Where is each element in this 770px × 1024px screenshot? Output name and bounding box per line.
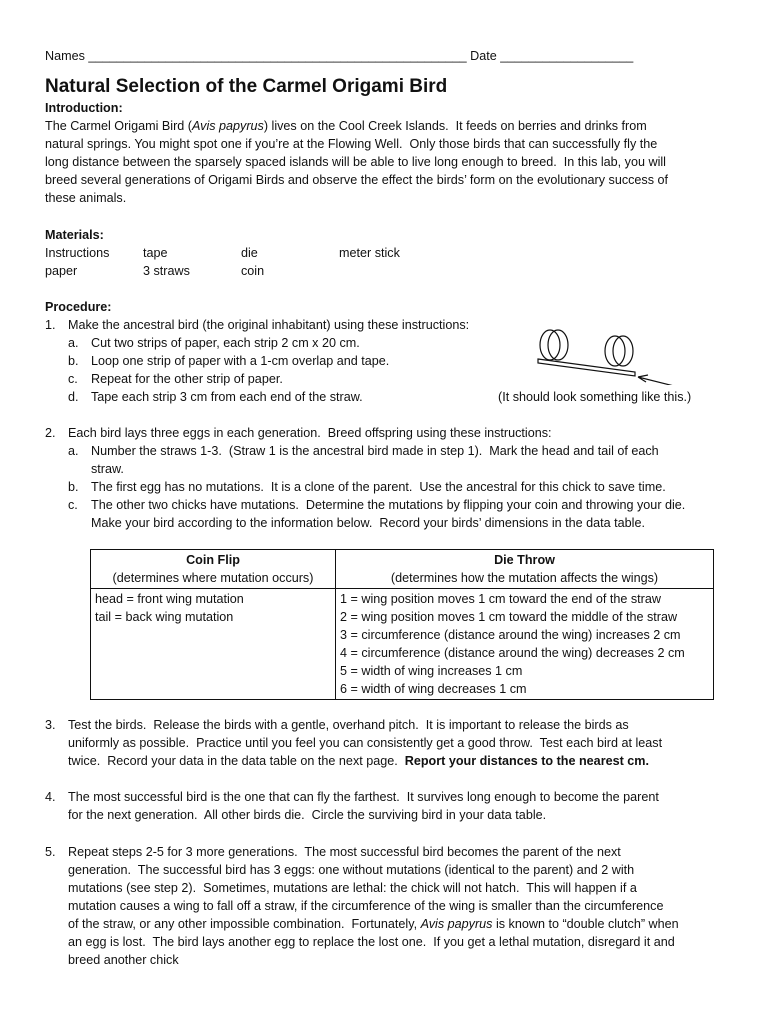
names-label: Names [45,49,85,63]
text-line [45,861,679,879]
materials-heading: Materials: [45,228,104,242]
text-segment: straw. [91,462,124,476]
text-segment: these animals. [45,191,127,205]
substep-letter: a. [68,444,79,458]
text-segment: Number the straws 1-3. (Straw 1 is the ancestral bird made in step 1). Mark the head and tail of each [91,444,659,458]
text-line [45,933,679,951]
text-line [45,879,679,897]
die-outcome: 5 = width of wing increases 1 cm [340,664,523,678]
step-number: 5. [45,845,56,859]
illustration-caption: (It should look something like this.) [498,390,692,404]
names-field[interactable] [45,47,633,65]
materials-list [45,244,400,280]
names-blank[interactable]: ______________________________________________________ [88,49,467,63]
substep-letter: b. [68,354,79,368]
mutation-table [90,549,714,700]
substep [45,496,745,514]
text-segment: breed another chick [68,953,179,967]
straw-shape [538,359,635,376]
materials-row [45,244,400,262]
materials-section [45,226,400,280]
text-segment: breed several generations of Origami Birds and observe the effect the birds’ form on the evolutionary success of [45,173,669,187]
text-line [45,843,679,861]
die-outcome: 3 = circumference (distance around the wing) increases 2 cm [340,628,681,642]
text-line [45,897,679,915]
introduction-text [45,117,668,207]
substep [45,442,745,460]
step-number: 1. [45,318,56,332]
date-label: Date [470,49,497,63]
page-title: Natural Selection of the Carmel Origami Bird [45,76,448,97]
text-segment: The Carmel Origami Bird ( [45,119,192,133]
materials-item: tape [143,246,168,260]
text-segment: mutations (see step 2). Sometimes, mutations are lethal: the chick will not hatch. This will happen if a [68,881,637,895]
materials-item: Instructions [45,246,110,260]
substep-letter: a. [68,336,79,350]
text-line [45,915,679,933]
text-line [45,117,668,135]
step-5 [45,843,679,969]
text-line [45,806,659,824]
text-segment: Test the birds. Release the birds with a gentle, overhand pitch. It is important to release the birds as [68,718,629,732]
text-line [45,951,679,969]
text-segment: is known to “double clutch” when [492,917,679,931]
coin-flip-header: Coin Flip (determines where mutation occurs) [91,550,336,589]
text-line [45,189,668,207]
text-segment: ) lives on the Cool Creek Islands. It feeds on berries and drinks from [263,119,647,133]
die-throw-header: Die Throw (determines how the mutation affects the wings) [336,550,714,589]
text-segment: natural springs. You might spot one if you’re at the Flowing Well. Only those birds that can successfully fly the [45,137,658,151]
step-3 [45,716,662,770]
italic-text: Avis papyrus [191,119,264,133]
coin-outcome: tail = back wing mutation [95,610,234,624]
text-segment: long distance between the sparsely spaced islands will be able to live long enough to breed. In this lab, you will [45,155,666,169]
step-4 [45,788,659,824]
text-segment: twice. Record your data in the data table on the next page. [68,754,405,768]
step-text: Each bird lays three eggs in each generation. Breed offspring using these instructions: [68,426,552,440]
substep-text: Cut two strips of paper, each strip 2 cm x 20 cm. [91,336,360,350]
die-outcome: 6 = width of wing decreases 1 cm [340,682,527,696]
wing-loop-back [605,336,625,366]
substep [45,514,745,532]
step-number: 4. [45,790,56,804]
substep [45,460,745,478]
substep-letter: c. [68,372,78,386]
die-outcome: 4 = circumference (distance around the wing) decreases 2 cm [340,646,685,660]
substep-text: Tape each strip 3 cm from each end of the straw. [91,390,363,404]
substep-letter: d. [68,390,79,404]
text-segment: an egg is lost. The bird lays another egg to replace the lost one. If you get a lethal mutation, disregard it and [68,935,675,949]
text-segment: mutation causes a wing to fall off a straw, if the circumference of the wing is smaller than the circumference [68,899,664,913]
materials-row [45,262,265,280]
text-line [45,153,668,171]
materials-item: coin [241,264,265,278]
procedure-heading: Procedure: [45,300,112,314]
step-2-substeps [45,442,745,532]
introduction-heading: Introduction: [45,101,123,115]
die-outcome: 2 = wing position moves 1 cm toward the middle of the straw [340,610,678,624]
step-number: 3. [45,718,56,732]
text-line [45,752,662,770]
step-2 [45,424,745,532]
materials-item: paper [45,264,78,278]
materials-item: meter stick [339,246,400,260]
wing-loop-front [540,330,560,360]
substep-text: Repeat for the other strip of paper. [91,372,283,386]
text-segment: Repeat steps 2-5 for 3 more generations. The most successful bird becomes the parent of the next [68,845,621,859]
substep-letter: b. [68,480,79,494]
coin-outcome: head = front wing mutation [95,592,244,606]
date-blank[interactable]: ___________________ [500,49,634,63]
text-line [45,135,668,153]
origami-bird-illustration [530,325,690,385]
text-line [45,734,662,752]
italic-text: Avis papyrus [420,917,493,931]
text-segment: uniformly as possible. Practice until you feel you can consistently get a good throw. Test each bird at least [68,736,663,750]
materials-item: 3 straws [143,264,190,278]
coin-flip-outcomes [91,589,336,700]
introduction-section [45,99,668,207]
substep-letter: c. [68,498,78,512]
text-line [45,171,668,189]
step-number: 2. [45,426,56,440]
text-segment: The most successful bird is the one that can fly the farthest. It survives long enough to become the parent [68,790,659,804]
text-segment: for the next generation. All other birds die. Circle the surviving bird in your data table. [68,808,547,822]
materials-item: die [241,246,258,260]
die-outcome: 1 = wing position moves 1 cm toward the end of the straw [340,592,661,606]
substep-text: Loop one strip of paper with a 1-cm overlap and tape. [91,354,390,368]
text-segment: Make your bird according to the information below. Record your birds’ dimensions in the data table. [91,516,645,530]
text-segment: The other two chicks have mutations. Determine the mutations by flipping your coin and throwing your die. [91,498,686,512]
die-throw-outcomes [336,589,714,700]
step-text: Make the ancestral bird (the original inhabitant) using these instructions: [68,318,470,332]
substep [45,478,745,496]
bold-text: Report your distances to the nearest cm. [404,754,649,768]
arrow-icon [638,375,678,385]
text-segment: generation. The successful bird has 3 eggs: one without mutations (identical to the parent) and 2 with [68,863,635,877]
text-line [45,788,659,806]
text-line [45,716,662,734]
text-segment: of the straw, or any other impossible combination. Fortunately, [68,917,421,931]
text-segment: The first egg has no mutations. It is a clone of the parent. Use the ancestral for this chick to save time. [91,480,666,494]
